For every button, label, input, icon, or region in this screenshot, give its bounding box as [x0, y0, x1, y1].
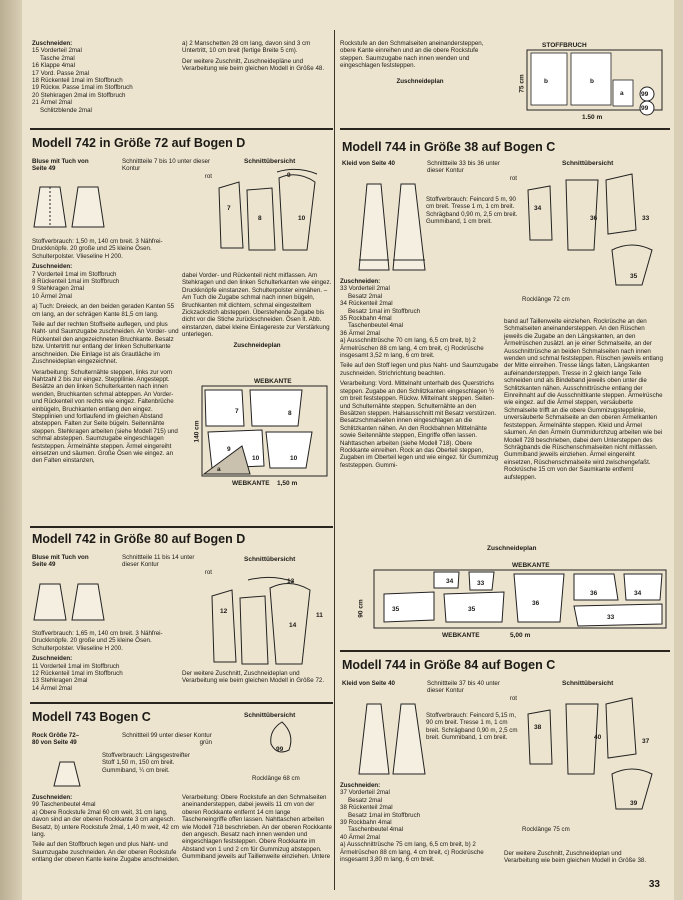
dimension-horizontal: 1,50 m [277, 480, 298, 487]
paragraph: Teile auf der rechten Stoffseite auflegen, und plus Naht- und Saumzugabe zuschneiden. An Vorder- und Rückenteil den angezeichneten Bruchkante. Besatz bzw. Untertritt nur entlang der linken Schulterkante anschneiden. Die Einlage ist als Grautläche im Zuschneideplan eingezeichnet. [32, 321, 179, 366]
section-title: Modell 744 in Größe 38 auf Bogen C [342, 140, 556, 154]
cut-line: 99 Taschenbeutel 4mal [32, 801, 96, 809]
cut-heading: Zuschneiden: [340, 278, 381, 285]
contour-color: rot [509, 694, 517, 702]
cut-line: 12 Rückenteil 1mal im Stoffbruch [32, 670, 123, 678]
overview-label: Schnittübersicht [244, 712, 296, 719]
plan-label: Zuschneideplan [487, 545, 537, 552]
skirt-length: Rocklänge 72 cm [522, 296, 570, 303]
material-text: Stoffverbrauch: 1,50 m, 140 cm breit. 3 Nähfrei-Druckknöpfe. 20 große und 25 kleine Ösen. Schulterpolster. Vlieseline H 200. [32, 238, 163, 260]
section-title: Modell 742 in Größe 80 auf Bogen D [32, 532, 246, 546]
dress-sketch [357, 180, 427, 275]
cut-line: 37 Vorderteil 2mal [340, 789, 390, 797]
piece-label: 12 [220, 608, 228, 615]
piece-label: a [217, 466, 221, 473]
cut-line: 33 Vorderteil 2mal [340, 285, 390, 293]
piece-label: 8 [288, 410, 292, 417]
cut-line: Besatz 2mal [348, 292, 383, 300]
piece-label: 11 [316, 612, 323, 619]
skirt-length: Rocklänge 75 cm [522, 826, 570, 833]
section-title: Modell 742 in Größe 72 auf Bogen D [32, 136, 246, 150]
cut-line: Besatz 1mal im Stoffbruch [348, 307, 421, 315]
cut-line: 15 Vorderteil 2mal [32, 47, 82, 55]
webkante-label: WEBKANTE [232, 480, 270, 487]
cut-heading: Zuschneiden: [32, 655, 73, 663]
piece-label: 99 [641, 105, 649, 112]
schnitt-note [427, 680, 517, 702]
paragraph: Teile auf den Stoffbruch legen und plus Naht- und Saumzugabe zuschneiden. An der oberen Rockstufe entlang der oberen Kante keine Zugabe anschneiden. [32, 841, 180, 864]
cut-line: Besatz 2mal [348, 796, 383, 804]
paragraph: Teile auf den Stoff legen und plus Naht- und Saumzugabe zuschneiden. Strichrichtung beachten. [340, 362, 499, 377]
cut-line: 20 Stehkragen 2mal im Stoffbruch [32, 91, 126, 99]
overview-label: Schnittübersicht [562, 680, 614, 687]
dress-sketch [357, 700, 427, 778]
paragraph: a) Ausschnittrüsche 75 cm lang, 6,5 cm breit, b) 2 Ärmelrüschen 88 cm lang, 4 cm breit, c) Rockrüsche insgesamt 3,80 m lang, 6 cm breit. [340, 841, 484, 864]
plan-label: Zuschneideplan [396, 77, 444, 85]
piece-label: 7 [227, 205, 231, 212]
webkante-label: WEBKANTE [512, 562, 550, 569]
magazine-page [22, 0, 674, 900]
paragraph: Verarbeitung: Vord. Mittelnaht unterhalb des Querstrichs steppen. Zugabe an den Schlitzkanten eingeschlagen ½ cm breit feststeppen. Rückw. Mittelnaht steppen. Seiten- und Schulternähte steppen. Schulternähte an den Besätzen steppen. Halsausschnitt mit Besatz verstürzen. Besatzschmalseiten innen eingeschlagen an die Schlitzkanten nähen. An den Rockbahnen Mittelnähte sowie Seitennähte steppen, Eingriffe offen lassen. Nahttaschen arbeiten (siehe Modell 718). Obere Rockkante einreihen. Rock an das Oberteil steppen, Zugaben im Oberteil legen und wie eingez. für Gummizug feststeppen. Gummi- [340, 380, 499, 469]
m744-84-body [340, 782, 500, 866]
divider [30, 702, 333, 704]
piece-label: a [620, 90, 624, 97]
pattern-overview-80 [210, 574, 328, 674]
webkante-label: WEBKANTE [442, 632, 480, 639]
paragraph: Verarbeitung: Schulternähte steppen, links zur vom Nahtzahl 2 bis zur eingez. Steppllinie. Angesteppt. Besätze an den linken Schulterkanten nach innen wenden, Bruchkanten schmal abteppen. An Vorder- und Rückenteil von rechts wie eingez. Faltenbrüche einbügeln, Bruchkanten entlang den eingez. Stepplinien und fortlaufend im gleichen Abstand absteppen. Falten zur Seite bügeln. Seitennähte steppen. Stehkragen arbeiten (siehe Modell 715) und schmal absteppen. Saumzugabe eingeschlagen feststeppen. Ärmelnähte steppen. Ärmel eingereiht einsetzen und säumen. Große Ösen wie eingez. an den Falten einstanzen, [32, 368, 178, 465]
contour-color: rot [204, 568, 212, 576]
piece-label: 10 [252, 455, 260, 462]
cut-line: 39 Rockbahn 4mal [340, 819, 392, 827]
overview-label: Schnittübersicht [562, 160, 614, 167]
cut-line: 11 Vorderteil 1mal im Stoffbruch [32, 662, 120, 670]
cut-line: 7 Vorderteil 1mal im Stoffbruch [32, 270, 117, 278]
schnitt-note [122, 158, 212, 180]
page-binding-shadow [0, 0, 22, 900]
piece-label: 13 [287, 578, 295, 585]
contour-color: grün [199, 739, 212, 747]
blouse-sketch [32, 580, 112, 625]
column-rule [334, 30, 335, 890]
cut-heading: Zuschneiden: [32, 794, 73, 801]
cut-heading: Zuschneiden: [340, 782, 381, 789]
piece-label: 7 [235, 408, 239, 415]
m744-38-body [340, 278, 500, 472]
cut-line: 38 Rückenteil 2mal [340, 804, 393, 812]
piece-label: 34 [446, 578, 454, 585]
top-mid-text [182, 40, 334, 76]
webkante-label: WEBKANTE [254, 378, 292, 385]
material-text: Stoffverbrauch: Feincord 5,15 m, 90 cm breit. Tresse 1 m, 1 cm breit. Schrägband 0,90 m, 2,5 cm breit. Gummiband, 1 cm breit. [426, 712, 518, 742]
piece-label: 37 [642, 738, 650, 745]
piece-label: 10 [298, 215, 306, 222]
schnitt-text: Schnittteile 33 bis 36 unter dieser Kontur [427, 160, 500, 175]
cut-line: 14 Ärmel 2mal [32, 684, 72, 692]
schnitt-note [122, 554, 212, 576]
piece-label: 10 [290, 455, 298, 462]
overview-label: Schnittübersicht [244, 556, 296, 563]
cut-line: 13 Stehkragen 2mal [32, 677, 88, 685]
dimension-horizontal: 1.50 m [582, 114, 603, 121]
schnitt-note [122, 732, 212, 747]
paragraph: Der weitere Zuschnitt, Zuschneidepläne und Verarbeitung wie beim gleichen Modell in Größe 48. [182, 57, 325, 73]
cut-line: Taschenbeutel 4mal [348, 826, 404, 834]
paragraph: band auf Taillenweite einziehen. Rockrüsche an den Schmalseiten aneinandersteppen. An den Rüschen jeweils die Zugabe an den Längskanten, an den Ärmelrüschen zusätzl. an je einer Schmalseite, an der Ausschnittrüsche an beiden Schmalseiten nach innen wenden und schmal feststeppen. Rüschen jeweils entlang der Mitte einreihen. Tresse längs falten, Längskanten aufeinandersteppen. Tresse in 2 gleich lange Teile schneiden und als Bindeband jeweils oben unter die Schlitzkanten nähen. Ausschnittrüsche entlang der Einreihnaht auf die Ausschnittkante steppen. Ärmelrüsche wie eingez. auf die Ärmel steppen, versäuberte Schmalseite trifft an die obere Gummizugstepplinie, unversäuberte Schmalseite an den oberen Ärmelkanten feststeppen. Ärmelnähte steppen. Kleid und Ärmel säumen. An den Ärmeln Gummidurchzug arbeiten wie bei Modell 728 beschrieben, dabei dem Untersteppen des Schrägbands die Rüschenschmalseiten nicht mitfassen. Gummiband jeweils einziehen. Ärmel eingereiht einsetzen, Rüschenschmalseite wird zwischengefaßt. Rockrüsche 15 cm von der Saumkante entfernt aufsteppen. [504, 318, 663, 481]
skirt-length: Rocklänge 68 cm [252, 775, 300, 782]
pattern-overview-38 [522, 170, 667, 290]
piece-label: 14 [289, 622, 297, 629]
piece-label: b [544, 78, 548, 85]
piece-label: 36 [532, 600, 540, 607]
material-text: Stoffverbrauch: Längsgestreifter Stoff 1,50 m, 150 cm breit. Gummiband, ¼ cm breit. [102, 752, 190, 774]
piece-label: 40 [594, 734, 602, 741]
section-subtitle: Rock Größe 72–80 von Seite 49 [32, 732, 80, 747]
cut-line: 35 Rockbahn 4mal [340, 315, 392, 323]
divider [340, 650, 670, 652]
piece-label: 33 [607, 614, 615, 621]
divider [30, 526, 333, 528]
piece-label: 33 [477, 580, 485, 587]
cut-line: Tasche 2mal [40, 54, 75, 62]
paragraph: Rockstufe an den Schmalseiten aneinandersteppen, obere Kante einreihen und an die obere Rockstufe steppen. Saumzugabe nach innen wenden und eingeschlagen feststeppen. [340, 40, 484, 70]
cut-heading: Zuschneiden: [32, 40, 73, 47]
cutting-plan-72 [202, 386, 330, 478]
cut-line: 17 Vord. Passe 2mal [32, 69, 90, 77]
cut-line: 19 Rückw. Passe 1mal im Stoffbruch [32, 84, 133, 92]
paragraph: Verarbeitung: Obere Rockstufe an den Schmalseiten aneinandersteppen, dabei jeweils 11 cm von der oberen Rockkante entfernt 14 cm lange Tascheneingriffe offen lassen. Nahttaschen arbeiten wie Modell 718 beschrieben. An der oberen Rockkante den angesch. Besatz nach innen wenden und eingeschlagen feststeppen. Obere Rockkante im Abstand von 1 und 2 cm für Gummizug absteppen. Gummiband jeweils auf Taillenweite einziehen. Untere [182, 794, 332, 861]
page-number: 33 [648, 879, 660, 890]
top-left-cut-list [32, 40, 182, 114]
skirt-sketch [52, 760, 82, 788]
dimension-vertical: 75 cm [518, 74, 526, 93]
section-title: Modell 743 Bogen C [32, 710, 151, 724]
paragraph: dabei Vorder- und Rückenteil nicht mitfassen. Am Stehkragen und den linken Schulterkanten wie eingez. Druckknöpfe einstanzen. Schulterpolster einnähen. – Am Tuch die Zugabe schmal nach innen bügeln, Bruchkanten mit dichtem, schmal eingestelltem Zickzackstich absteppen. Überstehende Zugabe bis dicht vor die Stiche zurückschneiden. Ösen lt. Abb. einstanzen, dabei kleine Einlagereste zur Verstärkung unterlegen. [182, 272, 332, 339]
cut-line: 36 Ärmel 2mal [340, 329, 380, 337]
schnitt-note [427, 160, 517, 182]
note-text: a) Tuch: Dreieck, an den beiden geraden Kanten 55 cm lang, an der schrägen Kante 81,5 cm lang. [32, 303, 175, 318]
cut-heading: Zuschneiden: [32, 263, 73, 271]
cut-line: 9 Stehkragen 2mal [32, 285, 84, 293]
piece-label: 35 [392, 606, 400, 613]
section-subtitle: Bluse mit Tuch von Seite 49 [32, 554, 89, 569]
cut-line: 21 Ärmel 2mal [32, 99, 72, 107]
divider [30, 128, 333, 130]
divider [340, 128, 670, 130]
piece-label: 33 [642, 215, 650, 222]
cut-line: 16 Klappe 4mal [32, 62, 75, 70]
pattern-overview-84 [522, 694, 667, 814]
m742-80-material [32, 630, 182, 692]
piece-label: 35 [468, 606, 476, 613]
cut-line: Besatz 1mal im Stoffbruch [348, 811, 421, 819]
cut-line: 18 Rückenteil 1mal im Stoffbruch [32, 77, 123, 85]
cutting-plan-38 [374, 570, 669, 632]
cut-line: Schlitzblende 2mal [40, 106, 92, 114]
dimension-vertical: 140 cm [193, 420, 201, 443]
dimension-vertical: 90 cm [357, 599, 365, 618]
m743-body [32, 794, 182, 867]
section-footer: Der weitere Zuschnitt, Zuschneideplan und Verarbeitung wie beim gleichen Modell in Größe 38. [504, 850, 647, 865]
stoffbruch-label: STOFFBRUCH [542, 42, 587, 49]
piece-label: 39 [630, 800, 638, 807]
material-text: Stoffverbrauch: Feincord 5 m, 90 cm breit. Tresse 1 m, 1 cm breit. Schrägband 0,90 m, 2,5 cm breit. Gummiband, 1 cm breit. [426, 196, 518, 226]
piece-label: 9 [287, 172, 291, 179]
plan-label: Zuschneideplan [233, 341, 281, 349]
piece-label: 34 [634, 590, 642, 597]
contour-color: rot [204, 172, 212, 180]
cut-line: 8 Rückenteil 1mal im Stoffbruch [32, 278, 120, 286]
section-subtitle: Kleid von Seite 40 [342, 680, 395, 687]
piece-label: 34 [534, 205, 542, 212]
schnitt-text: Schnittteile 37 bis 40 unter dieser Kontur [427, 680, 500, 695]
dimension-horizontal: 5,00 m [510, 632, 531, 639]
section-footer: Der weitere Zuschnitt, Zuschneideplan und Verarbeitung wie beim gleichen Modell in Größe 72. [182, 670, 325, 685]
blouse-sketch [32, 182, 112, 232]
piece-label: 8 [258, 215, 262, 222]
cut-line: 34 Rückenteil 2mal [340, 300, 393, 308]
piece-label: b [590, 78, 594, 85]
piece-label: 9 [227, 446, 231, 453]
piece-label: 99 [641, 91, 649, 98]
piece-label: 36 [590, 590, 598, 597]
pattern-overview-72 [217, 168, 327, 258]
cut-line: Taschenbeutel 4mal [348, 322, 404, 330]
paragraph: a) Obere Rockstufe 2mal 60 cm weit, 31 cm lang, davon sind an der oberen Rockkante 3 cm angesch. Besatz, b) untere Rockstufe 2mal, 1,40 m weit, 42 cm lang. [32, 808, 179, 839]
m742-72-material [32, 238, 182, 468]
section-subtitle: Bluse mit Tuch von Seite 49 [32, 158, 89, 173]
paragraph: a) Ausschnittrüsche 70 cm lang, 6,5 cm breit, b) 2 Ärmelrüschen 88 cm lang, 4 cm breit, c) Rockrüsche insgesamt 3,52 m lang, 6 cm breit. [340, 337, 484, 360]
section-subtitle: Kleid von Seite 40 [342, 160, 395, 167]
overview-label: Schnittübersicht [244, 158, 296, 165]
cut-line: 40 Ärmel 2mal [340, 833, 380, 841]
top-right-text [340, 40, 500, 88]
schnitt-text: Schnittteile 7 bis 10 unter dieser Kontur [122, 158, 211, 173]
piece-label: 36 [590, 215, 598, 222]
m742-72-body3 [182, 272, 332, 352]
schnitt-text: Schnittteile 11 bis 14 unter dieser Kontur [122, 554, 195, 569]
piece-label: 38 [534, 724, 542, 731]
contour-color: rot [509, 174, 517, 182]
material-text: Stoffverbrauch: 1,65 m, 140 cm breit. 3 Nähfrei-Druckknöpfe. 20 große und 25 kleine Ösen. Schulterpolster. Vlieseline H 200. [32, 630, 163, 652]
cut-line: 10 Ärmel 2mal [32, 292, 72, 300]
schnitt-text: Schnittteil 99 unter dieser Kontur [122, 732, 212, 739]
piece-label: 99 [276, 746, 284, 753]
piece-label: 35 [630, 273, 638, 280]
paragraph: a) 2 Manschetten 28 cm lang, davon sind 3 cm Untertritt, 10 cm breit (fertige Breite 5 cm). [182, 40, 311, 55]
section-title: Modell 744 in Größe 84 auf Bogen C [342, 658, 556, 672]
